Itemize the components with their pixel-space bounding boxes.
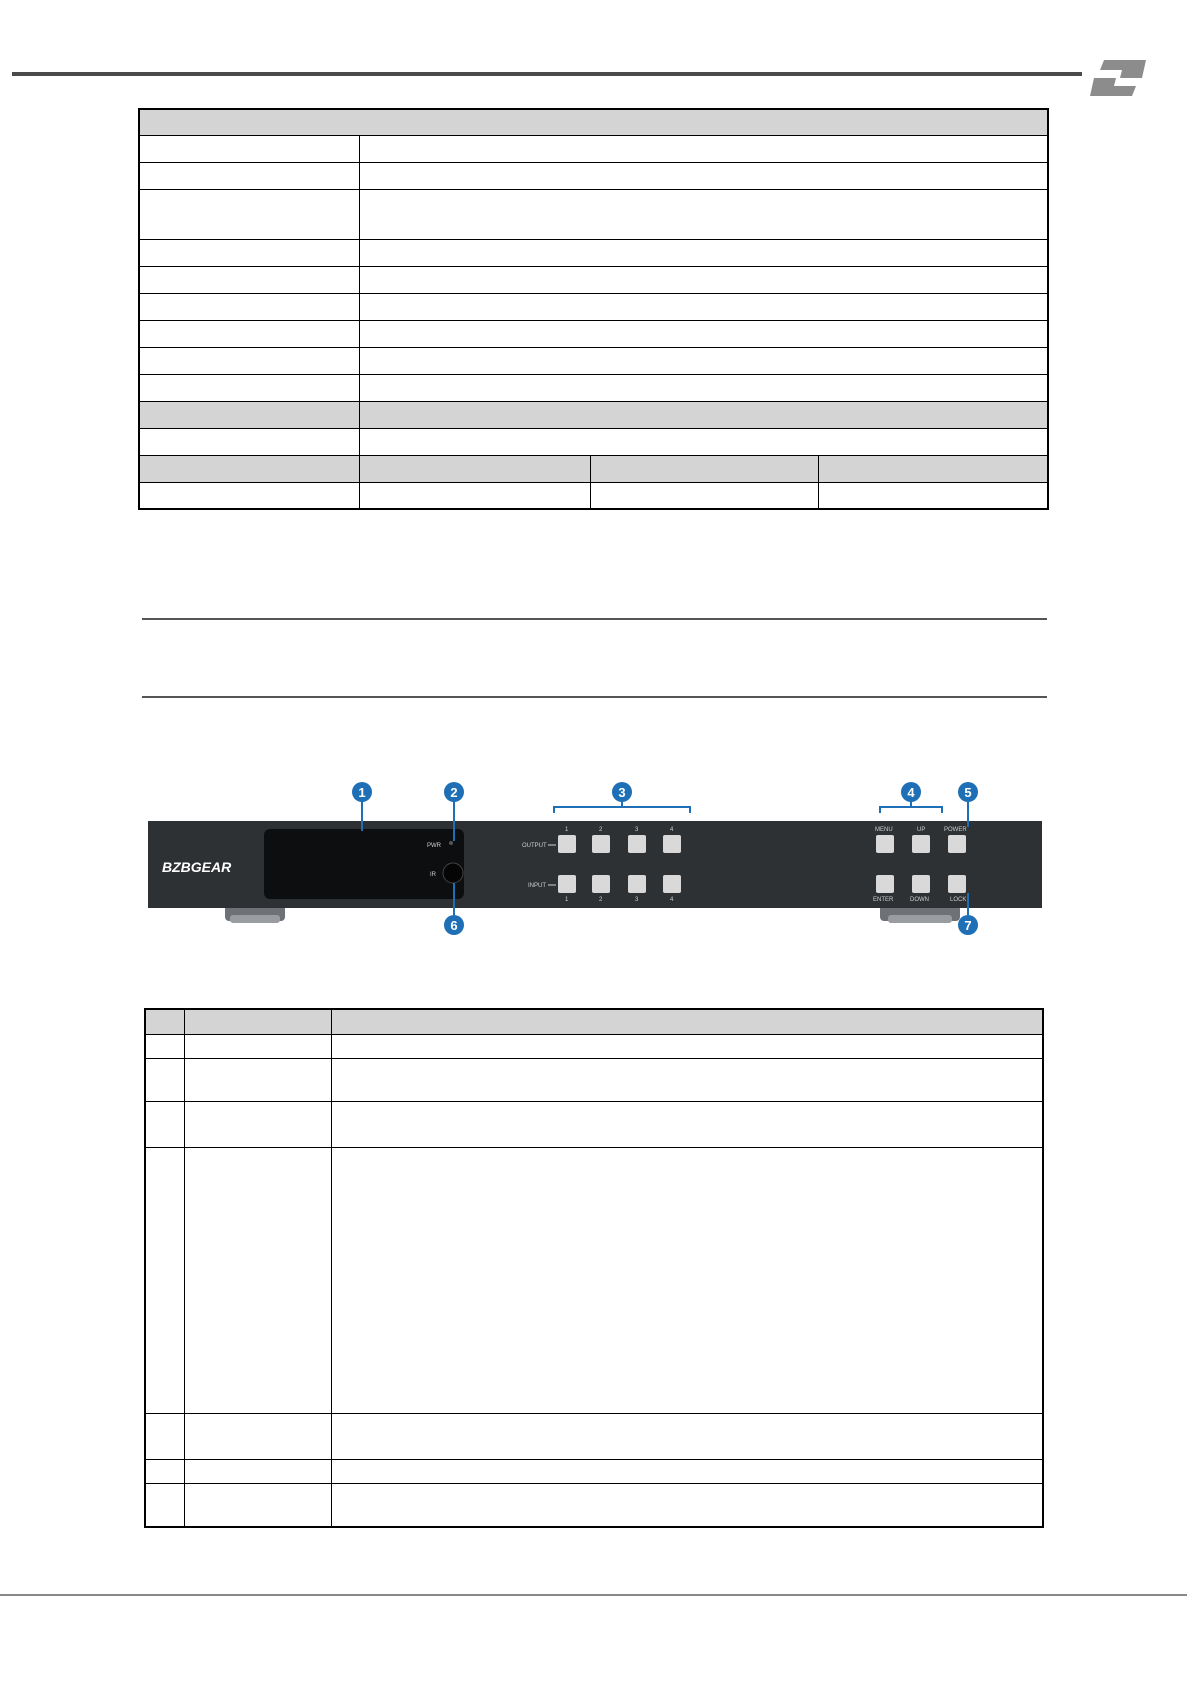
menu-label: MENU bbox=[875, 827, 893, 833]
spec-row bbox=[139, 239, 1048, 266]
input-button-3[interactable] bbox=[628, 875, 646, 893]
input-label: INPUT bbox=[528, 883, 546, 889]
footer-rule bbox=[0, 1594, 1187, 1596]
lcd-display bbox=[264, 829, 464, 899]
section-rule-bottom bbox=[142, 696, 1047, 698]
function-header-row bbox=[145, 1009, 1043, 1034]
output-button-1[interactable] bbox=[558, 835, 576, 853]
svg-text:3: 3 bbox=[618, 785, 626, 800]
pwr-led bbox=[449, 841, 453, 845]
input-number: 3 bbox=[635, 897, 639, 903]
ir-label: IR bbox=[430, 872, 436, 878]
input-number: 1 bbox=[565, 897, 569, 903]
bzbgear-logo-icon bbox=[1086, 56, 1148, 100]
enter-button[interactable] bbox=[876, 875, 894, 893]
up-button[interactable] bbox=[912, 835, 930, 853]
section-rule-top bbox=[142, 618, 1047, 620]
input-number: 4 bbox=[670, 897, 674, 903]
output-label: OUTPUT bbox=[522, 843, 547, 849]
spec-row bbox=[139, 189, 1048, 239]
lock-label: LOCK bbox=[950, 897, 967, 903]
spec-row bbox=[139, 374, 1048, 401]
down-label: DOWN bbox=[910, 897, 929, 903]
power-label: POWER bbox=[944, 827, 967, 833]
bracket-3 bbox=[554, 807, 690, 813]
up-label: UP bbox=[917, 827, 926, 833]
output-button-2[interactable] bbox=[592, 835, 610, 853]
function-row bbox=[145, 1147, 1043, 1413]
ir-window bbox=[443, 863, 463, 883]
menu-button[interactable] bbox=[876, 835, 894, 853]
output-button-4[interactable] bbox=[663, 835, 681, 853]
function-row bbox=[145, 1034, 1043, 1058]
lock-button[interactable] bbox=[948, 875, 966, 893]
svg-text:6: 6 bbox=[450, 918, 458, 933]
spec-row bbox=[139, 320, 1048, 347]
down-button[interactable] bbox=[912, 875, 930, 893]
svg-text:7: 7 bbox=[964, 918, 972, 933]
svg-text:1: 1 bbox=[358, 785, 366, 800]
spec-row bbox=[139, 347, 1048, 374]
power-button[interactable] bbox=[948, 835, 966, 853]
svg-text:5: 5 bbox=[964, 785, 972, 800]
spec-subheader-row bbox=[139, 455, 1048, 482]
spec-row bbox=[139, 266, 1048, 293]
output-button-3[interactable] bbox=[628, 835, 646, 853]
input-number: 2 bbox=[599, 897, 603, 903]
output-number: 3 bbox=[635, 827, 639, 833]
function-row bbox=[145, 1101, 1043, 1147]
device-front-panel bbox=[140, 775, 1050, 935]
bracket-4 bbox=[880, 807, 942, 813]
input-button-1[interactable] bbox=[558, 875, 576, 893]
spec-row bbox=[139, 293, 1048, 320]
function-row bbox=[145, 1413, 1043, 1459]
input-button-2[interactable] bbox=[592, 875, 610, 893]
spec-row bbox=[139, 428, 1048, 455]
spec-row bbox=[139, 482, 1048, 509]
output-number: 2 bbox=[599, 827, 603, 833]
header-rule bbox=[12, 72, 1082, 76]
function-table bbox=[144, 1008, 1044, 1528]
spec-row bbox=[139, 135, 1048, 162]
spec-row bbox=[139, 162, 1048, 189]
output-number: 1 bbox=[565, 827, 569, 833]
function-row bbox=[145, 1483, 1043, 1527]
function-row bbox=[145, 1058, 1043, 1101]
function-row bbox=[145, 1459, 1043, 1483]
spec-header-row bbox=[139, 109, 1048, 135]
svg-text:2: 2 bbox=[450, 785, 458, 800]
enter-label: ENTER bbox=[873, 897, 894, 903]
spec-section-row bbox=[139, 401, 1048, 428]
input-button-4[interactable] bbox=[663, 875, 681, 893]
brand-text: BZBGEAR bbox=[162, 859, 232, 875]
spec-table bbox=[138, 108, 1049, 510]
svg-text:4: 4 bbox=[907, 785, 915, 800]
output-number: 4 bbox=[670, 827, 674, 833]
pwr-label: PWR bbox=[427, 843, 441, 849]
